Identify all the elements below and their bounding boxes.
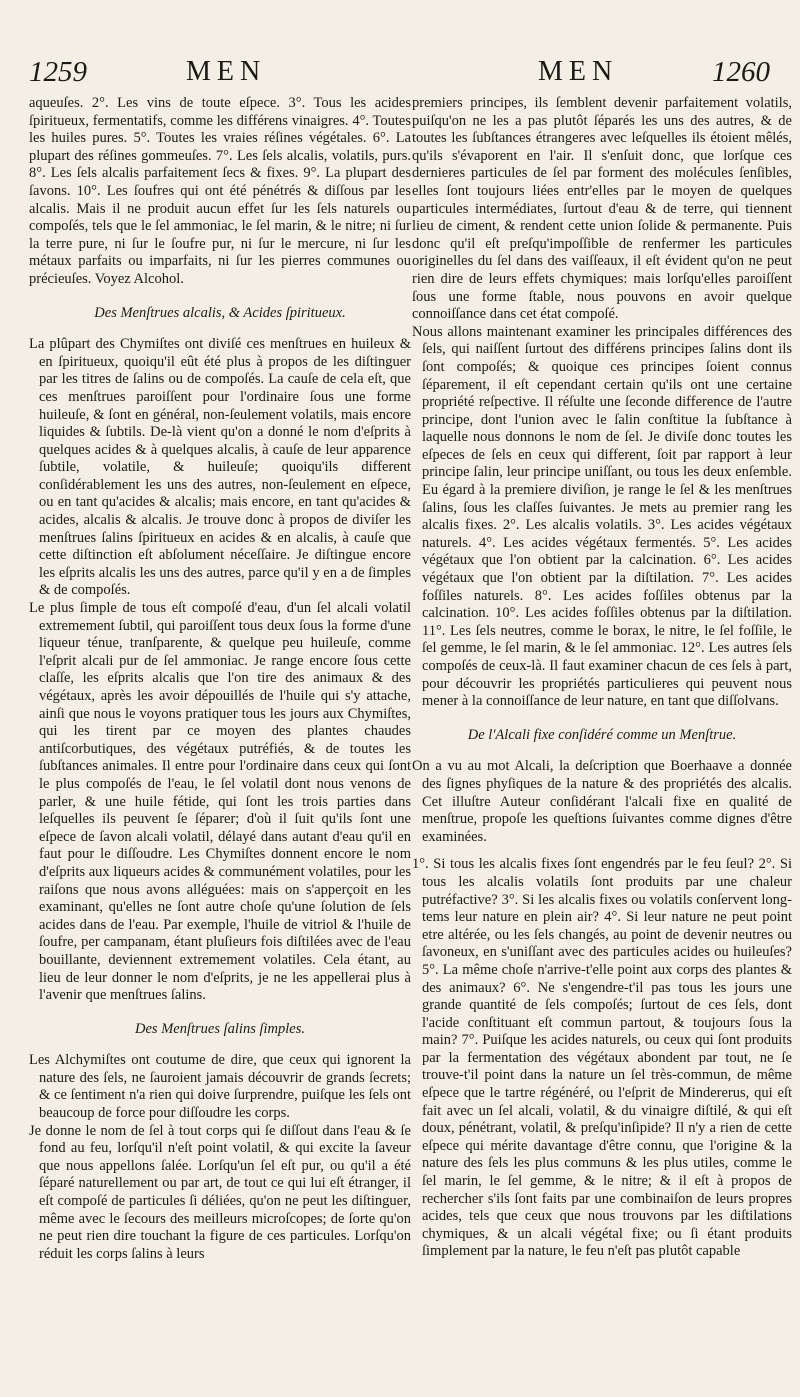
right-paragraph-4: 1°. Si tous les alcalis fixes ſont engendrés par le feu ſeul? 2°. Si tous les alcalis volatils ſont produits par une chaleur putréfactive? 3°. Si les alcalis fixes ou volatils conſervent long-tems leur nature en plein air? 4°. Si leur nature ne peut point etre altérée, ou les ſels changés, au point de devenir neutres ou ſavoneux, en s'uniſſant avec des particules acides ou huileuſes? 5°. La même choſe n'arrive-t'elle point aux corps des plantes & des animaux? 6°. Ne s'engendre-t'il pas tous les jours une grande quantité de ſels compoſés; ſurtout de ces ſels, dont l'acide conſtituant eſt commun partout, & toujours ſous la main? 7°. Puiſque les acides naturels, ou ceux qui ſont produits par la fermentation des végétaux abondent par tout, ne ſe trouve-t'il point dans la nature un ſel très-commun, de même eſpece que le tartre régénéré, ou l'eſprit de Mindererus, qui eſt fait avec un ſel alcali, volatil, & du vinaigre diſtilé, & qui eſt doux, pénétrant, volatil, & preſqu'inſipide? Il n'y a rien de cette eſpece qui mérite davantage d'être connu, que l'origine & la nature des ſels les plus communs & les plus utiles, comme le ſel marin, le ſel gemme, & le nitre; & il eſt à propos de rechercher s'ils ſont faits par une combinaiſon de leurs propres acides, tels que ceux que nous trouvons par les diſtilations chymiques, & un alcali végétal fixe; ou ſi étant produits ſimplement par la nature, le feu n'eſt pas plutôt capable xyxy=(412,856,792,1260)
right-page-number: 1260 xyxy=(712,56,770,88)
right-paragraph-1: premiers principes, ils ſemblent devenir parfaitement volatils, puiſqu'on ne les a pas plutôt ſéparés les uns des autres, & de toutes les ſubſtances étrangeres avec leſquelles ils étoient mêlés, qu'ils s'évaporent en l'air. Il s'enſuit donc, que lorſque ces dernieres particules de ſel par forment des molécules ſenſibles, elles ſont toujours liées entr'elles par le moyen de quelques particules intermédiates, ſurtout d'eau & de terre, qui tiennent lieu de ciment, & rendent cette union ſolide & permanente. Puis donc qu'il eſt preſqu'impoſſible de renfermer les particules originelles du ſel dans des vaiſſeaux, il eſt évident qu'on ne peut rien dire de leurs effets chymiques: mais lorſqu'elles paroiſſent ſous une forme ſtable, nous pouvons en avoir quelque connoiſſance dans cet état compoſé. xyxy=(412,95,792,323)
left-section-heading-2: Des Menſtrues ſalins ſimples. xyxy=(135,1020,305,1037)
left-running-head: MEN xyxy=(186,56,267,87)
left-paragraph-3: Le plus ſimple de tous eſt compoſé d'eau, d'un ſel alcali volatil extremement ſubtil, qui paroiſſent tous deux ſous la forme d'une liqueur ténue, tranſparente, & quelque peu huileuſe, comme l'eſprit alcali pur de ſel ammoniac. Je range encore ſous cette claſſe, les eſprits alcalis que l'on tire des animaux & des végétaux, après les avoir dépouillés de l'huile qui s'y attache, ainſi que nous le voyons pratiquer tous les jours aux Chymiſtes, qui les tirent par ce moyen des plantes chaudes antiſcorbutiques, des végétaux putréfiés, & de toutes les ſubſtances animales. Il entre pour l'ordinaire dans ceux qui ſont le plus compoſés de l'eau, le ſel volatil dont nous venons de parler, & une huile fétide, qui ſont les trois parties dans leſquelles ils peuvent ſe ſéparer; d'où il ſuit qu'ils ſont une eſpece de ſavon alcali volatil, délayé dans autant d'eau qu'il en faut pour le diſſoudre. Les Chymiſtes donnent encore le nom d'eſprits aux liqueurs acides & communément volatiles, pour les raiſons que nous avons alléguées: mais on s'apperçoit en les examinant, qu'elles ne ſont autre choſe qu'une ſolution de ſels acides dans de l'eau. Par exemple, l'huile de vitriol & l'huile de ſoufre, per campanam, étant pluſieurs fois diſtilées avec de l'eau bouillante, deviennent extremement volatiles. Cela étant, au lieu de leur donner le nom d'eſprits, je ne les appellerai plus à l'avenir que menſtrues ſalins. xyxy=(29,600,411,1004)
left-paragraph-1: aqueuſes. 2°. Les vins de toute eſpece. 3°. Tous les acides ſpiritueux, fermentatifs, comme les différens vinaigres. 4°. Toutes les huiles pures. 5°. Toutes les vraies réſines végétales. 6°. La plupart des réſines gommeuſes. 7°. Les ſels alcalis, volatils, purs. 8°. Les ſels alcalis parfaitement ſecs & fixes. 9°. La plupart des ſavons. 10°. Les ſoufres qui ont été pénétrés & diſſous par les alcalis. Mais il ne produit aucun effet ſur les ſels naturels ou compoſés, tels que le ſel ammoniac, le ſel marin, & le nitre; ni ſur la terre pure, ni ſur le ſoufre pur, ni ſur le mercure, ni ſur les métaux parfaits ou imparfaits, ni ſur les pierres communes ou précieuſes. Voyez Alcohol. xyxy=(29,95,411,287)
left-column xyxy=(29,95,411,1263)
left-paragraph-4: Les Alchymiſtes ont coutume de dire, que ceux qui ignorent la nature des ſels, ne ſauroient jamais découvrir de grands ſecrets; & ce ſentiment n'a rien qui doive ſurprendre, puiſque les ſels ont beaucoup de force pour diſſoudre les corps. xyxy=(29,1052,411,1122)
left-paragraph-2: La plûpart des Chymiſtes ont diviſé ces menſtrues en huileux & en ſpiritueux, quoiqu'il eût été plus à propos de les diſtinguer par les titres de ſalins ou de compoſés. La cauſe de cela eſt, que ces menſtrues paroiſſent pour l'ordinaire ſous une forme huileuſe, & ſont en général, non-ſeulement volatils, mais encore liquides & ſubtils. De-là vient qu'on a donné le nom d'eſprits à quelques acides & à quelques alcalis, à cauſe de leur apparence ſubtile, volatile, & huileuſe; quoiqu'ils different conſidérablement les uns des autres, non-ſeulement en eſpece, ou en tant qu'acides & alcalis; mais encore, en tant qu'acides & acides, alcalis & alcalis. Je trouve donc à propos de diviſer les menſtrues ſalins ſpiritueux en acides & en alcalis, à cauſe que cette diſtinction eſt abſolument néceſſaire. Je diſtingue encore les eſprits alcalis les uns des autres, parce qu'il y en a de ſimples & de compoſés. xyxy=(29,336,411,599)
right-paragraph-2: Nous allons maintenant examiner les principales différences des ſels, qui naiſſent ſurtout des différens principes ſalins dont ils ſont compoſés; & quoique ces principes ſoient connus ſéparement, il eſt cependant certain qu'ils ont une certaine propriété reſpective. Il réſulte une ſeconde difference de l'autre principe, dont l'union avec le ſalin conſtitue la ſubſtance à laquelle nous donnons le nom de ſel. Je diviſe donc toutes les eſpeces de ſels en ceux qui different, ſoit par rapport à leur principe ſalin, leur principe uniſſant, ou tous les deux enſemble. Eu égard à la premiere diviſion, je range le ſel & les menſtrues ſalins, ſous les claſſes ſuivantes. Je mets au premier rang les alcalis fixes. 2°. Les alcalis volatils. 3°. Les acides végétaux naturels. 4°. Les acides végétaux fermentés. 5°. Les acides végétaux que l'on obtient par la calcination. 6°. Les acides végétaux que l'on obtient par la diſtilation. 7°. Les acides foſſiles naturels. 8°. Les acides foſſiles obtenus par la calcination. 10°. Les acides foſſiles obtenus par la diſtilation. 11°. Les ſels neutres, comme le borax, le nitre, le ſel foſſile, le ſel gemme, le ſel marin, & le ſel ammoniac. 12°. Les autres ſels compoſés de ceux-là. Il faut examiner chacun de ces ſels à part, pour découvrir les propriétés particulieres qui peuvent nous mener à la connoiſſance de leur nature, en tant que diſſolvans. xyxy=(412,323,792,710)
right-column xyxy=(412,95,792,1261)
left-page-number: 1259 xyxy=(29,56,87,88)
left-section-heading-1: Des Menſtrues alcalis, & Acides ſpiritueux. xyxy=(94,304,346,321)
right-running-head: MEN xyxy=(538,56,619,87)
right-paragraph-3: On a vu au mot Alcali, la deſcription que Boerhaave a donnée des ſignes phyſiques de la nature & des propriétés des alcalis. Cet illuſtre Auteur conſidérant l'alcali fixe en qualité de menſtrue, propoſe les queſtions ſuivantes comme dignes d'être examinées. xyxy=(412,758,792,845)
right-section-heading-1: De l'Alcali fixe conſidéré comme un Menſtrue. xyxy=(467,726,737,743)
left-paragraph-5: Je donne le nom de ſel à tout corps qui ſe diſſout dans l'eau & ſe fond au feu, lorſqu'il n'eſt point volatil, & qui excite la ſaveur que nous appellons ſalée. Lorſqu'un ſel eſt pur, ou qu'il a été ſéparé naturellement ou par art, de tout ce qui lui eſt étranger, il eſt compoſé de particules ſi déliées, qu'on ne peut les diſtinguer, même avec le ſecours des meilleurs microſcopes; de ſorte qu'on ne peut rien dire touchant la figure de ces particules. Lorſqu'on réduit les corps ſalins à leurs xyxy=(29,1122,411,1262)
